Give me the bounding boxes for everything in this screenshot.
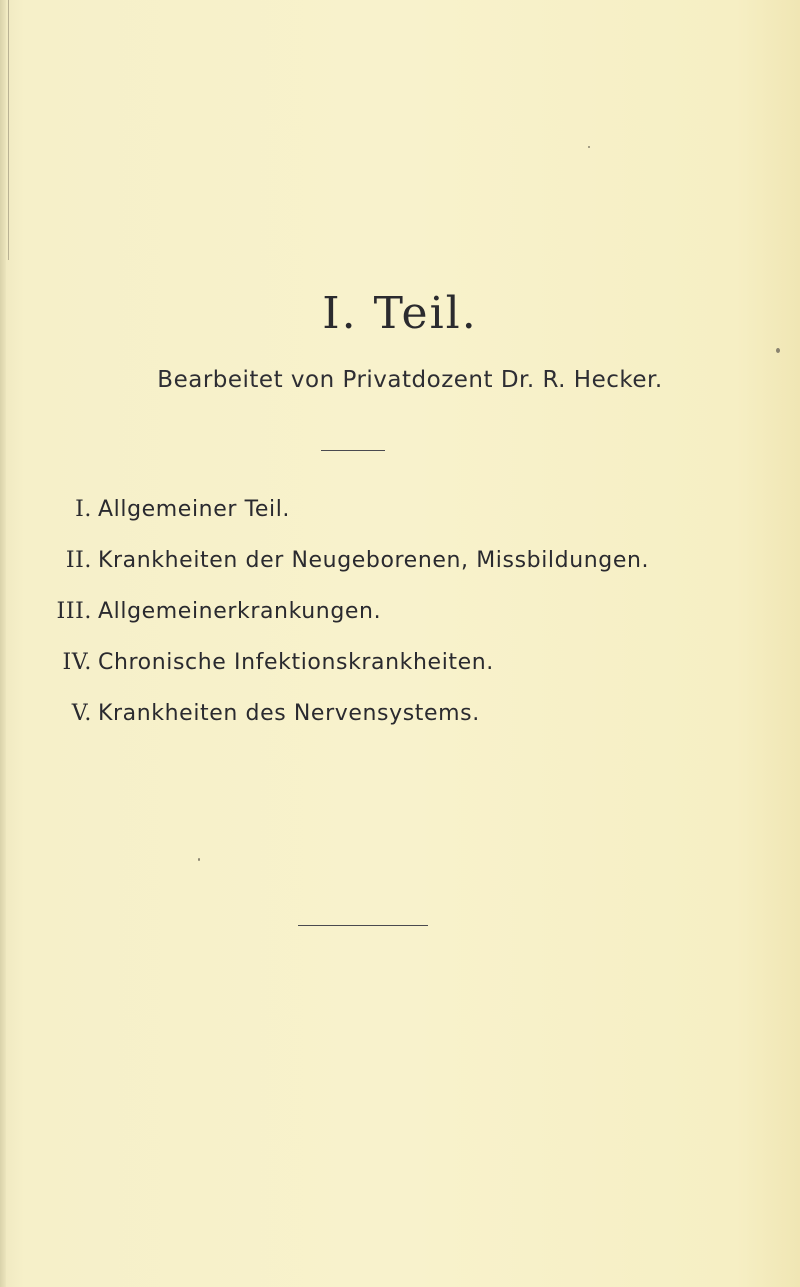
toc-item-label: Krankheiten des Nervensystems. (98, 701, 480, 726)
toc-item-label: Krankheiten der Neugeborenen, Missbildungen. (98, 548, 650, 573)
author-line: Bearbeitet von Privatdozent Dr. R. Hecker. (157, 367, 663, 393)
toc-item-label: Allgemeiner Teil. (98, 497, 291, 522)
divider-rule-top (321, 450, 385, 451)
paper-speck (588, 146, 590, 148)
toc-item-label: Allgemeinerkrankungen. (98, 599, 382, 624)
toc-item-number: I. (75, 497, 92, 522)
page-edge (0, 0, 6, 1287)
toc-item-label: Chronische Infektionskrankheiten. (98, 650, 494, 675)
binding-line (8, 0, 9, 260)
divider-rule-bottom (298, 925, 428, 926)
paper-speck (776, 348, 780, 353)
toc-item-number: IV. (62, 650, 92, 675)
paper-speck (198, 858, 200, 861)
toc-item-number: II. (65, 548, 92, 573)
part-title: I. Teil. (322, 288, 478, 339)
toc-item-number: V. (71, 701, 92, 726)
toc-item-number: III. (56, 599, 92, 624)
